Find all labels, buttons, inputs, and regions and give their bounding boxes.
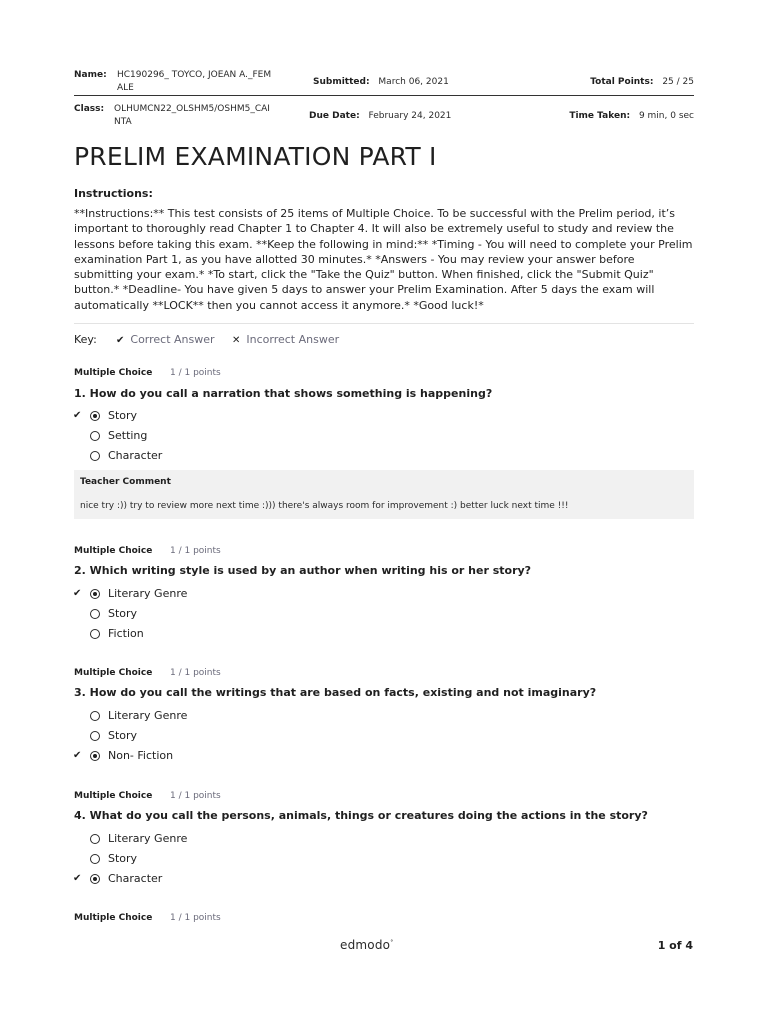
answer-key-legend — [74, 333, 340, 347]
question-type: Multiple Choice — [74, 668, 153, 678]
option-1: Literary Genre — [74, 709, 374, 723]
key-label: Key: — [74, 333, 97, 346]
x-icon: ✕ — [232, 335, 241, 346]
option-2: Story — [74, 729, 374, 743]
check-icon: ✔ — [116, 335, 125, 346]
exam-results-page — [74, 0, 694, 1024]
option-2: Setting — [74, 429, 374, 443]
student-name: Name: HC190296_ TOYCO, JOEAN A._FEM ALE — [74, 70, 272, 93]
section-divider — [74, 323, 694, 324]
question-2 — [73, 545, 694, 640]
radio-selected — [90, 751, 100, 761]
question-text: 3. How do you call the writings that are based on facts, existing and not imaginary? — [74, 686, 597, 699]
option-1: Literary Genre — [74, 832, 374, 846]
time-taken: Time Taken: 9 min, 0 sec — [569, 111, 694, 121]
page-title: PRELIM EXAMINATION PART I — [74, 142, 437, 171]
radio-unselected — [90, 451, 100, 461]
page-number: 1 of 4 — [657, 939, 693, 952]
question-points: 1 / 1 points — [170, 791, 221, 801]
option-3: Fiction — [74, 627, 374, 641]
question-5 — [74, 912, 694, 924]
radio-unselected — [90, 834, 100, 844]
question-4 — [73, 790, 694, 885]
question-text: 4. What do you call the persons, animals, things or creatures doing the actions in the story? — [74, 809, 648, 822]
question-text: 1. How do you call a narration that shows something is happening? — [74, 387, 493, 400]
question-type: Multiple Choice — [74, 368, 153, 378]
option-3: ✔ Character — [73, 872, 163, 885]
radio-unselected — [90, 711, 100, 721]
key-incorrect: ✕ Incorrect Answer — [232, 333, 340, 346]
key-correct: ✔ Correct Answer — [116, 333, 215, 346]
question-type: Multiple Choice — [74, 791, 153, 801]
question-type: Multiple Choice — [74, 546, 153, 556]
option-2: Story — [74, 607, 374, 621]
check-icon: ✔ — [73, 750, 82, 761]
check-icon: ✔ — [73, 410, 82, 421]
instructions-heading: Instructions: — [74, 187, 153, 200]
submitted-date: Submitted: March 06, 2021 — [313, 77, 449, 87]
option-1: ✔ Literary Genre — [73, 587, 188, 600]
radio-selected — [90, 589, 100, 599]
header-divider — [74, 95, 694, 96]
question-points: 1 / 1 points — [170, 546, 221, 556]
question-type: Multiple Choice — [74, 913, 153, 923]
radio-unselected — [90, 609, 100, 619]
radio-unselected — [90, 731, 100, 741]
option-2: Story — [74, 852, 374, 866]
teacher-comment-heading: Teacher Comment — [80, 477, 171, 487]
question-points: 1 / 1 points — [170, 913, 221, 923]
radio-unselected — [90, 629, 100, 639]
teacher-comment — [74, 470, 694, 519]
question-3 — [73, 667, 694, 762]
radio-unselected — [90, 431, 100, 441]
due-date: Due Date: February 24, 2021 — [309, 111, 452, 121]
check-icon: ✔ — [73, 588, 82, 599]
radio-unselected — [90, 854, 100, 864]
question-1 — [73, 367, 694, 462]
total-points: Total Points: 25 / 25 — [590, 77, 694, 87]
check-icon: ✔ — [73, 873, 82, 884]
teacher-comment-body: nice try :)) try to review more next time :))) there's always room for improvement :) better luck next time !!! — [80, 501, 569, 511]
instructions-body: **Instructions:** This test consists of 25 items of Multiple Choice. To be successful with the Prelim period, it’s important to thoroughly read Chapter 1 to Chapter 4. It will also be extremely useful to study and review the lessons before taking this exam. **Keep the following in mind:** *Timing - You will need to complete your Prelim examination Part 1, as you have allotted 30 minutes.* *Answers - You may review your answer before submitting your exam.* *To start, click the "Take the Quiz" button. When finished, click the "Submit Quiz" button.* *Deadline- You have given 5 days to answer your Prelim Examination. After 5 days the exam will automatically **LOCK** then you cannot access it anymore.* *Good luck!* — [74, 207, 693, 312]
option-3: ✔ Non- Fiction — [73, 749, 174, 762]
question-points: 1 / 1 points — [170, 668, 221, 678]
option-3: Character — [74, 449, 374, 463]
radio-selected — [90, 874, 100, 884]
edmodo-logo: edmodo° — [340, 938, 394, 952]
question-points: 1 / 1 points — [170, 368, 221, 378]
question-text: 2. Which writing style is used by an author when writing his or her story? — [74, 564, 532, 577]
radio-selected — [90, 411, 100, 421]
class-name: Class: OLHUMCN22_OLSHM5/OSHM5_CAI NTA — [74, 104, 270, 127]
option-1: ✔ Story — [73, 409, 138, 422]
